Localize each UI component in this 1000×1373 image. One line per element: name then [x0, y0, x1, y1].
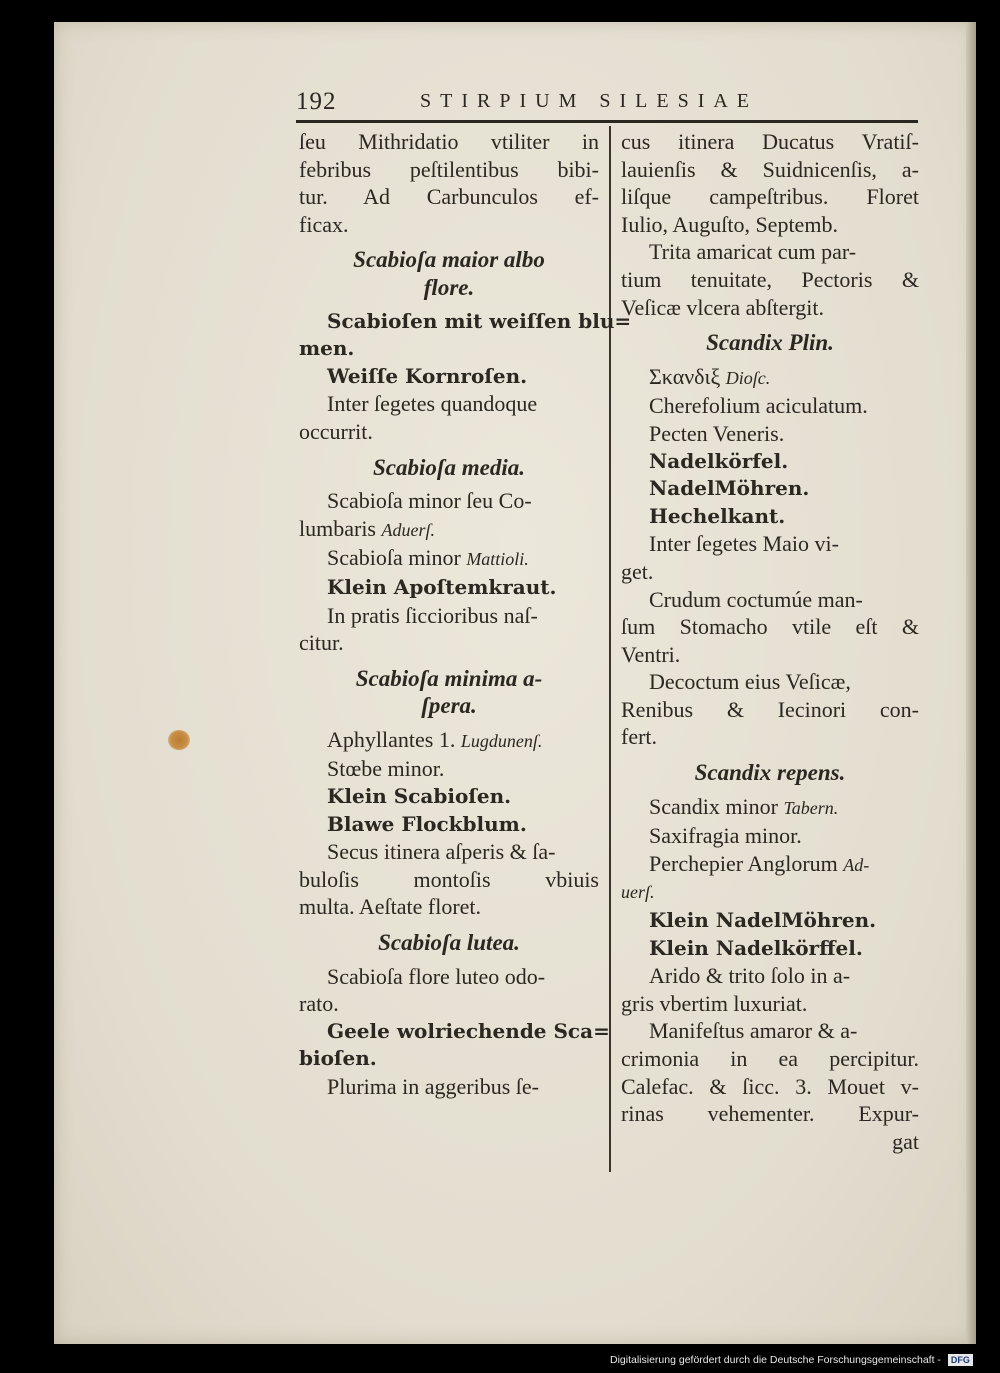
text-line: ficax. [299, 211, 349, 237]
text-line: Perchepier Anglorum Ad- [649, 850, 870, 876]
text-line: Pecten Veneris. [649, 420, 785, 446]
heading-line: Scabioſa lutea. [378, 930, 520, 956]
text-line: lauienſis & Suidnicenſis, a- [621, 156, 919, 182]
running-head-rule [296, 120, 918, 123]
left-column [299, 128, 632, 1101]
text-line: Cherefolium aciculatum. [649, 393, 868, 419]
text-line: Scabioſa minor ſeu Co- [327, 488, 532, 514]
heading-line: Scandix repens. [694, 760, 846, 786]
entry-heading [299, 454, 599, 482]
text-line: ſeu Mithridatio vtiliter in [299, 129, 599, 154]
text-line: Crudum coctumúe man- [649, 586, 863, 612]
text-line: men. [299, 336, 355, 361]
text-line: Secus itinera aſperis & ſa- [327, 839, 556, 865]
text-line: Trita amaricat cum par- [649, 239, 857, 265]
text-line: Scabioſen mit weiſſen blu= [327, 308, 632, 333]
paper-stain [168, 730, 190, 750]
catchword: gat [892, 1128, 919, 1154]
text-line: lumbaris Aduerſ. [299, 515, 435, 541]
text-line: get. [621, 558, 654, 584]
text-line: Iulio, Auguſto, Septemb. [621, 211, 838, 237]
entry-heading [299, 929, 599, 957]
heading-line: ſpera. [421, 693, 477, 719]
text-line: cus itinera Ducatus Vratiſ- [621, 129, 919, 154]
text-line: ſum Stomacho vtile eſt & [621, 614, 919, 640]
funding-text: Digitalisierung gefördert durch die Deutsche Forschungsgemeinschaft - [610, 1354, 941, 1366]
text-line: Inter ſegetes Maio vi- [649, 531, 839, 557]
text-line: crimonia in ea percipitur. [621, 1046, 919, 1071]
text-line: Scabioſa flore luteo odo- [327, 963, 546, 989]
text-line: multa. Aeſtate floret. [299, 894, 482, 920]
text-line: buloſis montoſis vbiuis [299, 866, 599, 892]
text-line: In pratis ſiccioribus naſ- [327, 602, 538, 628]
entry-heading [621, 329, 919, 357]
entry-heading [621, 759, 919, 787]
text-line: rinas vehementer. Expur- [621, 1101, 919, 1127]
running-head-title: STIRPIUM SILESIAE [420, 90, 759, 112]
text-line: bioſen. [299, 1046, 377, 1071]
right-column [621, 128, 919, 1155]
text-line: Manifeſtus amaror & a- [649, 1018, 858, 1044]
text-line: Veſicæ vlcera abſtergit. [621, 294, 825, 320]
text-line: Blawe Flockblum. [327, 811, 527, 836]
text-line: Weiſſe Kornroſen. [327, 363, 528, 388]
text-line: Arido & trito ſolo in a- [649, 963, 851, 989]
text-line: liſque campeſtribus. Floret [621, 184, 919, 210]
heading-line: Scabioſa minima a- [355, 665, 543, 691]
text-line: Scandix minor Tabern. [649, 793, 839, 819]
dfg-logo: DFG [948, 1354, 973, 1366]
text-line: Plurima in aggeribus ſe- [327, 1074, 540, 1099]
heading-line: Scabioſa media. [372, 454, 526, 480]
text-line: Nadelkörfel. [649, 448, 789, 473]
text-line: citur. [299, 630, 344, 656]
text-line: febribus peſtilentibus bibi- [299, 156, 599, 182]
text-line: Ventri. [621, 641, 681, 667]
text-line: uerſ. [621, 882, 655, 903]
text-line: rato. [299, 991, 339, 1017]
text-line: Renibus & Iecinori con- [621, 696, 919, 722]
text-line: Saxifragia minor. [649, 823, 802, 849]
page-number: 192 [296, 88, 337, 115]
heading-line: Scabioſa maior albo [353, 247, 545, 273]
text-line: occurrit. [299, 418, 373, 444]
page-edge [966, 22, 976, 1344]
heading-line: Scandix Plin. [706, 330, 834, 356]
text-line: Geele wolriechende Sca= [327, 1018, 610, 1043]
text-line: Klein Apoſtemkraut. [327, 574, 557, 599]
funding-footer [610, 1354, 973, 1366]
text-line: Scabioſa minor Mattioli. [327, 545, 529, 571]
text-line: Klein Nadelkörffel. [649, 935, 863, 960]
text-line: Klein NadelMöhren. [649, 908, 877, 933]
column-divider [609, 126, 611, 1172]
text-line: Klein Scabioſen. [327, 784, 512, 809]
text-line: fert. [621, 724, 658, 750]
text-line: NadelMöhren. [649, 476, 810, 501]
text-line: Decoctum eius Veſicæ, [649, 669, 851, 695]
text-line: Stœbe minor. [327, 756, 445, 782]
text-line: Aphyllantes 1. Lugdunenſ. [327, 726, 543, 752]
entry-heading [299, 246, 599, 301]
text-line: Calefac. & ſicc. 3. Mouet v- [621, 1073, 919, 1099]
text-line: Hechelkant. [649, 503, 786, 528]
heading-line: flore. [423, 274, 475, 300]
text-line: tium tenuitate, Pectoris & [621, 266, 919, 292]
text-line: Σκανδιξ Dioſc. [649, 363, 771, 389]
text-line: Inter ſegetes quandoque [327, 391, 538, 417]
text-line: tur. Ad Carbunculos ef- [299, 184, 599, 210]
entry-heading [299, 665, 599, 720]
text-line: gris vbertim luxuriat. [621, 990, 808, 1016]
